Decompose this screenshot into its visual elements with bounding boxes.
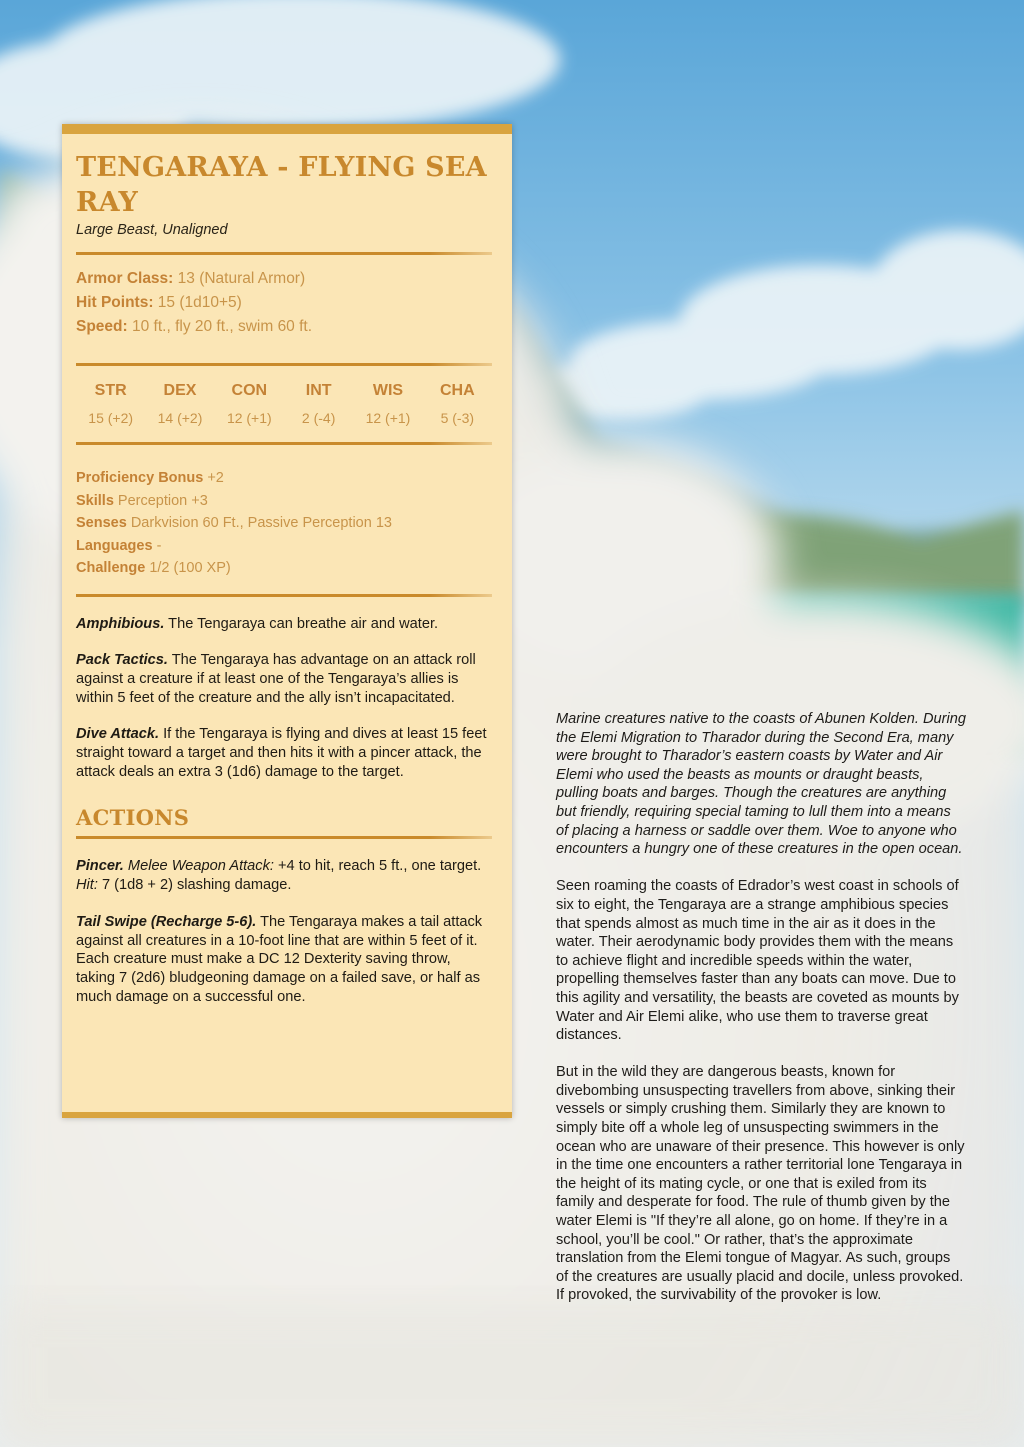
languages-label: Languages bbox=[76, 537, 153, 554]
ability-name: DEX bbox=[163, 382, 197, 399]
languages bbox=[76, 535, 496, 558]
ability-name: CHA bbox=[439, 382, 475, 399]
armor-class bbox=[76, 267, 496, 291]
challenge bbox=[76, 557, 496, 580]
challenge-label: Challenge bbox=[76, 560, 146, 576]
senses-value: Darkvision 60 Ft., Passive Perception 13 bbox=[126, 515, 392, 531]
ability-value: 14 (+2) bbox=[157, 410, 203, 426]
actions-heading: ACTIONS bbox=[76, 805, 190, 831]
trait-pack-tactics bbox=[76, 651, 488, 707]
armor-class-value: 13 (Natural Armor) bbox=[173, 270, 306, 287]
hit-points-value: 15 (1d10+5) bbox=[153, 294, 242, 311]
ability-value: 15 (+2) bbox=[88, 410, 134, 426]
secondary-properties bbox=[76, 467, 496, 580]
monster-type: Large Beast, Unaligned bbox=[76, 222, 228, 238]
trait-name: Dive Attack. bbox=[76, 726, 160, 743]
ability-con bbox=[215, 378, 284, 432]
divider bbox=[76, 252, 492, 255]
challenge-value: 1/2 (100 XP) bbox=[145, 560, 231, 576]
ability-name: STR bbox=[94, 382, 127, 399]
divider bbox=[76, 836, 492, 839]
ability-cha bbox=[423, 378, 492, 432]
lore-paragraph: But in the wild they are dangerous beasts, known for divebombing unsuspecting travellers from above, sinking their vessels or simply crushing them. Similarly they are known to simply bite off a whole leg of unsuspecting swimmers in the ocean who are unaware of their presence. This however is only in the time one encounters a rather territorial lone Tengaraya in the height of its mating cycle, or one that is exiled from its family and desperate for food. The rule of thumb given by the water Elemi is "If they’re all alone, go on home. If they’re in a school, you’ll be cool." Or rather, that’s the approximate translation from the Elemi tongue of Magyar. As such, groups of the creatures are usually placid and docile, unless provoked. If provoked, the survivability of the provoker is low. bbox=[556, 1064, 965, 1304]
lore-intro: Marine creatures native to the coasts of Abunen Kolden. During the Elemi Migration to Tharador during the Second Era, many were brought to Tharador’s eastern coasts by Water and Air Elemi who used the beasts as mounts or draught beasts, pulling boats and barges. Though the creatures are anything but friendly, requiring special taming to lull them into a means of placing a harness or saddle over them. Woe to anyone who encounters a hungry one of these creatures in the open ocean. bbox=[556, 711, 966, 858]
action-name: Tail Swipe (Recharge 5-6). bbox=[76, 913, 257, 930]
speed-value: 10 ft., fly 20 ft., swim 60 ft. bbox=[127, 318, 313, 335]
ability-str bbox=[76, 378, 145, 432]
ability-scores bbox=[76, 378, 492, 432]
ability-name: CON bbox=[231, 382, 268, 399]
ability-value: 12 (+1) bbox=[365, 410, 411, 426]
trait-text: The Tengaraya can breathe air and water. bbox=[164, 615, 439, 632]
speed bbox=[76, 315, 496, 339]
hit-label: Hit: bbox=[76, 877, 98, 894]
hit-points-label: Hit Points: bbox=[76, 294, 154, 311]
lore-column bbox=[556, 710, 966, 1324]
ability-name: WIS bbox=[372, 382, 404, 399]
divider bbox=[76, 594, 492, 597]
proficiency-bonus bbox=[76, 467, 496, 490]
stat-block bbox=[62, 124, 512, 1118]
monster-name: TENGARAYA - FLYING SEA RAY bbox=[76, 152, 487, 218]
stat-block-bottom-bar bbox=[62, 1112, 512, 1118]
stat-block-top-bar bbox=[62, 124, 512, 134]
trait-name: Amphibious. bbox=[76, 615, 165, 632]
proficiency-value: +2 bbox=[203, 470, 224, 486]
armor-class-label: Armor Class: bbox=[76, 270, 174, 287]
skills bbox=[76, 490, 496, 513]
divider bbox=[76, 442, 492, 445]
ability-dex bbox=[145, 378, 214, 432]
action-tail-swipe bbox=[76, 913, 488, 1007]
languages-value: - bbox=[152, 537, 162, 554]
ability-int bbox=[284, 378, 353, 432]
trait-amphibious bbox=[76, 615, 488, 634]
skills-value: Perception +3 bbox=[113, 492, 208, 509]
stat-block-content bbox=[76, 150, 496, 1024]
proficiency-label: Proficiency Bonus bbox=[76, 470, 204, 486]
ability-value: 2 (-4) bbox=[301, 410, 336, 426]
ability-name: INT bbox=[305, 382, 332, 399]
divider bbox=[76, 363, 492, 366]
hit-text: 7 (1d8 + 2) slashing damage. bbox=[97, 877, 292, 894]
ability-value: 5 (-3) bbox=[440, 410, 475, 426]
attack-type: Melee Weapon Attack: bbox=[123, 858, 274, 875]
attack-text: +4 to hit, reach 5 ft., one target. bbox=[273, 858, 482, 875]
trait-text: If the Tengaraya is flying and dives at least 15 feet straight toward a target and then hits it with a pincer attack, the attack deals an extra 3 (1d6) damage to the target. bbox=[76, 726, 487, 780]
trait-text: The Tengaraya has advantage on an attack roll against a creature if at least one of the Tengaraya’s allies is within 5 feet of the creature and the ally isn’t incapacitated. bbox=[76, 652, 476, 706]
lore-paragraph: Seen roaming the coasts of Edrador’s west coast in schools of six to eight, the Tengaraya are a strange amphibious species that spends almost as much time in the air as it does in the water. Their aerodynamic body provides them with the means to achieve flight and incredible speeds within the water, propelling themselves faster than any boats can move. Due to this agility and versatility, the beasts are coveted as mounts by Water and Air Elemi alike, who use them to traverse great distances. bbox=[556, 878, 959, 1044]
action-name: Pincer. bbox=[76, 858, 124, 875]
senses bbox=[76, 512, 496, 535]
trait-dive-attack bbox=[76, 725, 488, 781]
action-pincer bbox=[76, 857, 488, 894]
hit-points bbox=[76, 291, 496, 315]
speed-label: Speed: bbox=[76, 318, 128, 335]
senses-label: Senses bbox=[76, 515, 127, 531]
ability-value: 12 (+1) bbox=[226, 410, 272, 426]
skills-label: Skills bbox=[76, 492, 114, 509]
trait-name: Pack Tactics. bbox=[76, 652, 168, 669]
action-text: The Tengaraya makes a tail attack against all creatures in a 10-foot line that are within 5 feet of it. Each creature must make a DC 12 Dexterity saving throw, taking 7 (2d6) bludgeoning damage on a failed save, or half as much damage on a successful one. bbox=[76, 913, 483, 1005]
ability-wis bbox=[353, 378, 422, 432]
